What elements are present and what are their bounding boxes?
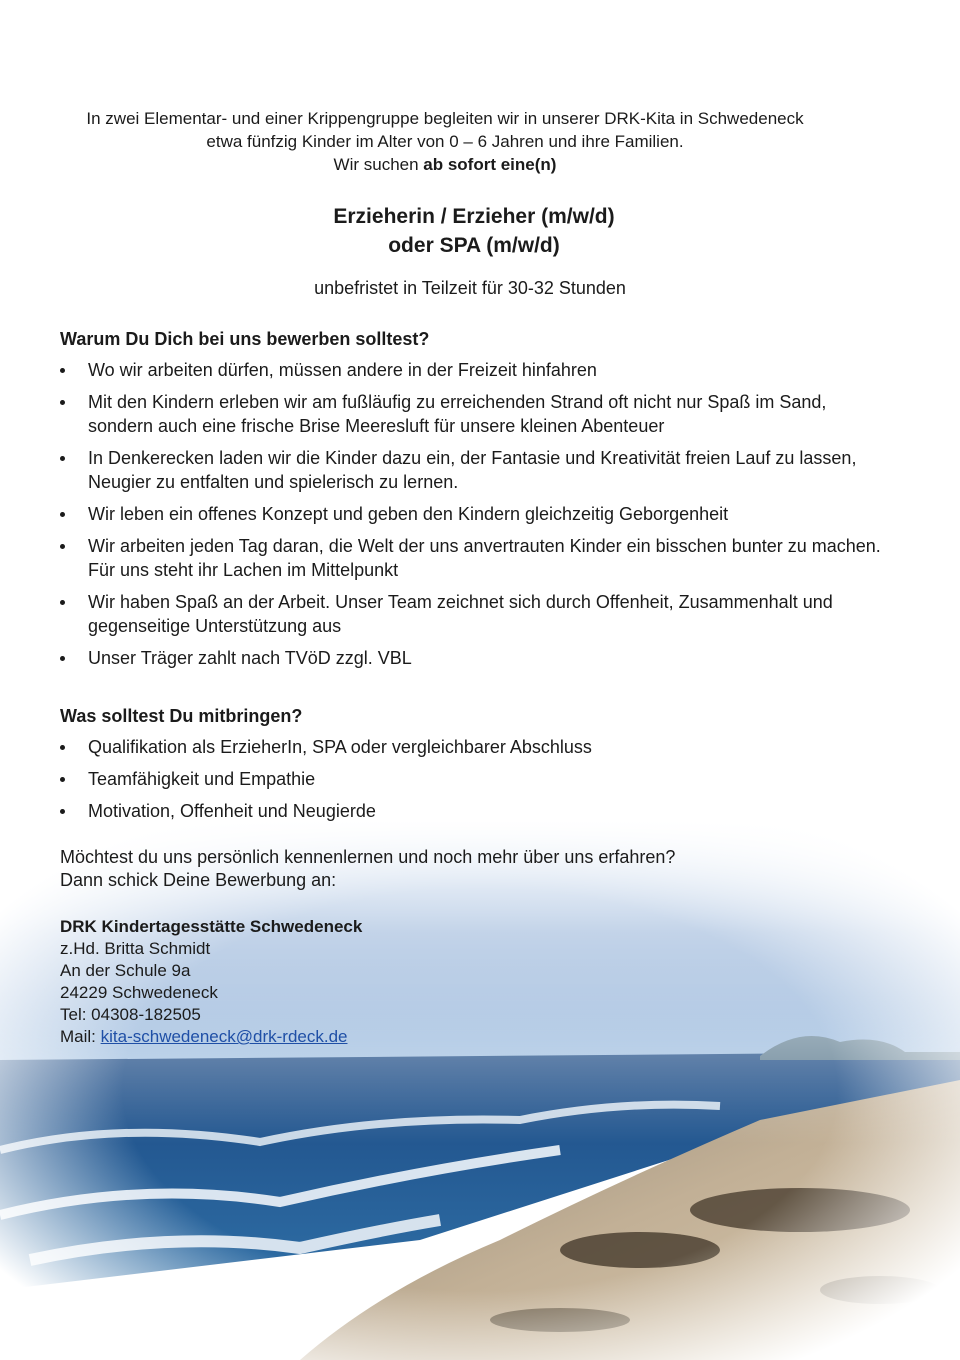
list-item: Qualifikation als ErzieherIn, SPA oder vergleichbarer Abschluss: [60, 735, 890, 759]
job-title: [0, 202, 948, 260]
list-item: Mit den Kindern erleben wir am fußläufig zu erreichenden Strand oft nicht nur Spaß im Sand, sondern auch eine frische Brise Meeresluft für unsere kleinen Abenteuer: [60, 390, 890, 438]
requirements-list: [60, 735, 890, 831]
bullet-icon: [60, 656, 65, 661]
street: An der Schule 9a: [60, 961, 191, 980]
mail-line: [60, 1026, 362, 1048]
list-item: Unser Träger zahlt nach TVöD zzgl. VBL: [60, 646, 890, 670]
call-to-action: [60, 846, 675, 892]
list-item: In Denkerecken laden wir die Kinder dazu ein, der Fantasie und Kreativität freien Lauf zu lassen, Neugier zu entfalten und spielerisch zu lernen.: [60, 446, 890, 494]
bullet-icon: [60, 745, 65, 750]
intro-text: [0, 107, 890, 176]
city: 24229 Schwedeneck: [60, 983, 218, 1002]
list-item: Wir haben Spaß an der Arbeit. Unser Team zeichnet sich durch Offenheit, Zusammenhalt und gegenseitige Unterstützung aus: [60, 590, 890, 638]
intro-line: In zwei Elementar- und einer Krippengruppe begleiten wir in unserer DRK-Kita in Schwedeneck: [86, 109, 804, 128]
contact-address: [60, 916, 362, 1048]
bullet-icon: [60, 544, 65, 549]
email-link[interactable]: kita-schwedeneck@drk-rdeck.de: [100, 1027, 348, 1046]
bullet-icon: [60, 368, 65, 373]
bullet-icon: [60, 600, 65, 605]
list-item: Motivation, Offenheit und Neugierde: [60, 799, 890, 823]
mail-label: Mail:: [60, 1027, 101, 1046]
phone: Tel: 04308-182505: [60, 1005, 201, 1024]
employment-terms: unbefristet in Teilzeit für 30-32 Stunden: [314, 278, 626, 298]
list-item: Wir arbeiten jeden Tag daran, die Welt der uns anvertrauten Kinder ein bisschen bunter zu machen. Für uns steht ihr Lachen im Mittelpunkt: [60, 534, 890, 582]
requirements-heading: Was solltest Du mitbringen?: [60, 706, 303, 726]
why-list: [60, 358, 890, 678]
bullet-icon: [60, 456, 65, 461]
why-heading: Warum Du Dich bei uns bewerben solltest?: [60, 329, 430, 349]
intro-line: [0, 153, 890, 176]
list-item: Teamfähigkeit und Empathie: [60, 767, 890, 791]
bullet-icon: [60, 777, 65, 782]
job-title-line: oder SPA (m/w/d): [388, 234, 560, 257]
bullet-icon: [60, 809, 65, 814]
contact-person: z.Hd. Britta Schmidt: [60, 939, 211, 958]
organization-name: DRK Kindertagesstätte Schwedeneck: [60, 917, 363, 936]
cta-line: Dann schick Deine Bewerbung an:: [60, 870, 337, 890]
beach-photo: [0, 820, 960, 1360]
cta-line: Möchtest du uns persönlich kennenlernen und noch mehr über uns erfahren?: [60, 847, 676, 867]
intro-line: etwa fünfzig Kinder im Alter von 0 – 6 Jahren und ihre Familien.: [206, 132, 684, 151]
list-item: Wo wir arbeiten dürfen, müssen andere in der Freizeit hinfahren: [60, 358, 890, 382]
job-title-line: Erzieherin / Erzieher (m/w/d): [333, 205, 615, 228]
list-item: Wir leben ein offenes Konzept und geben den Kindern gleichzeitig Geborgenheit: [60, 502, 890, 526]
intro-prefix: Wir suchen: [333, 155, 424, 174]
bullet-icon: [60, 400, 65, 405]
bullet-icon: [60, 512, 65, 517]
intro-emphasis: ab sofort eine(n): [423, 155, 557, 174]
